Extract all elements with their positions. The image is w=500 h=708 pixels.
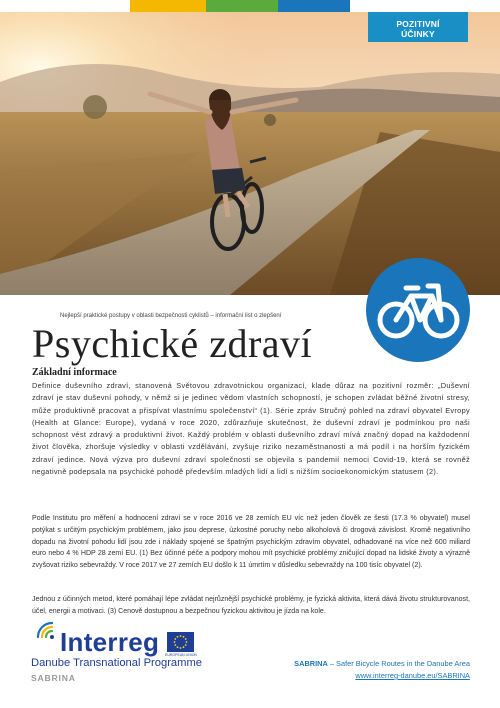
positive-effects-badge [368, 12, 468, 42]
programme-name: Danube Transnational Programme [31, 657, 203, 669]
footer-project-line [294, 659, 470, 668]
page-title: Psychické zdraví [32, 321, 313, 366]
eu-flag-icon [167, 632, 194, 652]
blue-bar [278, 0, 350, 12]
badge-line-1: POZITIVNÍ [396, 19, 440, 29]
eu-caption: EUROPEAN UNION [165, 653, 197, 657]
badge-line-2: ÚČINKY [401, 29, 435, 39]
green-bar [206, 0, 278, 12]
yellow-bar [130, 0, 206, 12]
footer-project-title: SABRINA [294, 659, 328, 668]
interreg-wordmark: Interreg [60, 627, 160, 657]
project-website-link[interactable]: www.interreg-danube.eu/SABRINA [355, 671, 470, 680]
bicycle-icon [366, 258, 470, 362]
paragraph-3: Jednou z účinných metod, které pomáhají lépe zvládat nejrůznější psychické problémy, je fyzická aktivita, která dává životu strukturovanost, účel, energii a motivaci. (3) Cenově dostupnou a bezpečnou fyzickou aktivitou je jízda na kole. [32, 596, 470, 615]
logo-project-name: SABRINA [31, 673, 76, 683]
top-color-bars [0, 0, 500, 12]
hero-photo [0, 12, 500, 295]
section-heading: Základní informace [32, 367, 117, 378]
paragraph-1: Definice duševního zdraví, stanovená Světovou zdravotnickou organizací, klade důraz na pozitivní rozměr: „Duševní zdraví je stav duševní pohody, v němž si je jedinec vědom vlastních schopností, je schopen zvládat běžné životní stresy, může produktivně pracovat a přispívat vlastnímu společenství“ (1). Série zpráv Stručný pohled na zdraví obyvatel Evropy (Health at Glance: Europe), vydaná v roce 2020, zdůrazňuje skutečnost, že duševní zdraví je podmínkou pro naši schopnost vést zdravý a produktivní život. Každý problém v oblasti duševního zdraví mívá značný dopad na každodenní život člověka, zhoršuje výsledky v oblasti vzdělávání, zvyšuje riziko nezaměstnanosti a má podíl i na horším fyzickém zdraví jedince. Nová výzva pro duševní zdraví společnosti se objevila s pandemií nemoci Covid-19, která se rovněž negativně podepsala na psychické pohodě především mladých lidí a lidí s nižším socioekonomickým statusem (2). [32, 381, 470, 477]
footer-project-subtitle: – Safer Bicycle Routes in the Danube Area [327, 659, 470, 668]
paragraph-2: Podle Institutu pro měření a hodnocení zdraví se v roce 2016 ve 28 zemích EU víc než jeden člověk ze šesti (17.3 % obyvatel) musel potýkat s určitým psychickým problémem, jako jsou deprese, úzkostné poruchy nebo alkoholová či drogová závislost. Kromě negativního dopadu na životní pohodu lidí jsou zde i náklady spojené se špatným psychickým zdravím obyvatel, odhadované na více než 600 miliard euro nebo 4 % HDP 28 zemí EU. (1) Bez účinné péče a podpory mohou mít psychické problémy zničující dopad na lidské životy a výrazně zvyšovat riziko sebevraždy. V roce 2017 ve 27 zemích EU došlo k 11 úmrtím v důsledku sebevraždy na 100 tisíc obyvatel (2). [32, 515, 470, 570]
tagline: Nejlepší praktické postupy v oblasti bezpečnosti cyklistů – informační list o zlepšení [60, 313, 282, 319]
